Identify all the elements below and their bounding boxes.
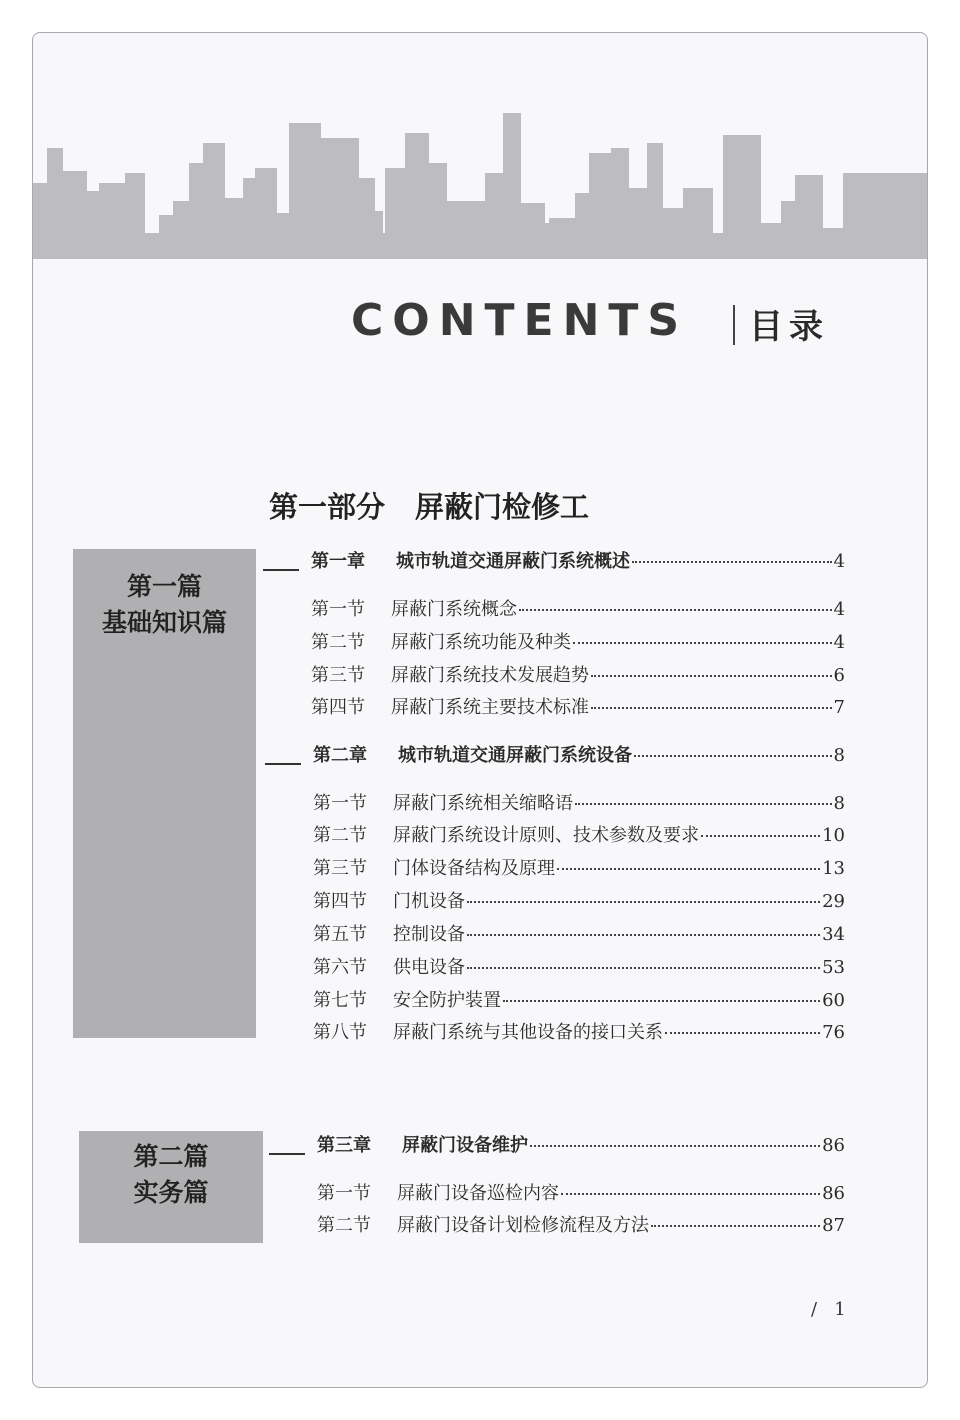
contents-heading: CONTENTS: [351, 295, 689, 346]
entry-page: 6: [833, 665, 845, 686]
leader-dots: [632, 561, 832, 563]
entry-title: 屏蔽门系统与其他设备的接口关系: [393, 1022, 663, 1043]
entry-number: 第一章: [311, 551, 365, 572]
page-number: 1: [834, 1299, 846, 1320]
leader-dots: [651, 1225, 820, 1227]
heading-divider: [733, 305, 735, 345]
leader-dots: [519, 609, 832, 611]
entry-title: 城市轨道交通屏蔽门系统设备: [398, 745, 632, 766]
leader-dots: [665, 1032, 820, 1034]
entry-number: 第八节: [313, 1022, 367, 1043]
volume-1-box: [73, 549, 256, 1038]
volume-title: 实务篇: [133, 1178, 209, 1207]
section-entry[interactable]: [313, 854, 845, 880]
entry-number: 第三章: [317, 1135, 371, 1156]
entry-title: 屏蔽门系统概念: [391, 599, 517, 620]
entry-number: 第六节: [313, 957, 367, 978]
entry-page: 53: [822, 957, 845, 978]
entry-title: 门机设备: [393, 891, 465, 912]
leader-dots: [575, 803, 832, 805]
entry-page: 4: [833, 599, 845, 620]
entry-page: 13: [822, 858, 845, 879]
entry-title: 屏蔽门系统相关缩略语: [393, 793, 573, 814]
entry-page: 60: [822, 990, 845, 1011]
volume-number: 第一篇: [126, 572, 202, 601]
part-number: 第一部分: [269, 490, 386, 524]
part-name: 屏蔽门检修工: [415, 490, 590, 524]
leader-dots: [467, 901, 820, 903]
chapter-entry[interactable]: [311, 547, 845, 573]
volume-number: 第二篇: [133, 1142, 209, 1171]
entry-number: 第二章: [313, 745, 367, 766]
part-title: [269, 485, 589, 526]
leader-dots: [701, 835, 820, 837]
entry-number: 第二节: [313, 825, 367, 846]
entry-page: 4: [833, 551, 845, 572]
entry-number: 第四节: [313, 891, 367, 912]
leader-dots: [503, 1000, 820, 1002]
entry-page: 86: [822, 1183, 845, 1204]
entry-page: 76: [822, 1022, 845, 1043]
leader-dots: [557, 868, 820, 870]
toc-page: [32, 32, 928, 1388]
section-entry[interactable]: [313, 986, 845, 1012]
chapter-entry[interactable]: [317, 1131, 845, 1157]
entry-page: 34: [822, 924, 845, 945]
entry-title: 屏蔽门系统技术发展趋势: [391, 665, 589, 686]
section-entry[interactable]: [313, 1018, 845, 1044]
section-entry[interactable]: [313, 821, 845, 847]
entry-number: 第二节: [311, 632, 365, 653]
entry-number: 第七节: [313, 990, 367, 1011]
entry-page: 8: [833, 745, 845, 766]
entry-number: 第五节: [313, 924, 367, 945]
entry-number: 第二节: [317, 1215, 371, 1236]
entry-page: 29: [822, 891, 845, 912]
entry-number: 第三节: [311, 665, 365, 686]
entry-page: 86: [822, 1135, 845, 1156]
section-entry[interactable]: [317, 1179, 845, 1205]
entry-title: 供电设备: [393, 957, 465, 978]
city-skyline-illustration: [33, 33, 927, 273]
section-entry[interactable]: [311, 628, 845, 654]
volume-2-box: [79, 1131, 263, 1243]
leader-dots: [591, 675, 832, 677]
section-entry[interactable]: [311, 661, 845, 687]
section-entry[interactable]: [313, 920, 845, 946]
leader-dots: [634, 755, 832, 757]
mulu-heading: 目录: [749, 307, 829, 347]
leader-dots: [530, 1145, 820, 1147]
section-entry[interactable]: [311, 693, 845, 719]
entry-page: 4: [833, 632, 845, 653]
entry-number: 第四节: [311, 697, 365, 718]
volume-title: 基础知识篇: [101, 608, 227, 637]
entry-page: 87: [822, 1215, 845, 1236]
section-entry[interactable]: [317, 1211, 845, 1237]
leader-dots: [467, 934, 820, 936]
entry-title: 屏蔽门系统设计原则、技术参数及要求: [393, 825, 699, 846]
entry-title: 屏蔽门系统功能及种类: [391, 632, 571, 653]
leader-dots: [591, 707, 832, 709]
leader-dots: [467, 967, 820, 969]
section-entry[interactable]: [311, 595, 845, 621]
entry-title: 安全防护装置: [393, 990, 501, 1011]
entry-number: 第一节: [313, 793, 367, 814]
entry-page: 7: [833, 697, 845, 718]
entry-title: 屏蔽门设备计划检修流程及方法: [397, 1215, 649, 1236]
section-entry[interactable]: [313, 953, 845, 979]
entry-title: 门体设备结构及原理: [393, 858, 555, 879]
section-entry[interactable]: [313, 789, 845, 815]
entry-title: 屏蔽门系统主要技术标准: [391, 697, 589, 718]
page-footer: / 1: [811, 1299, 846, 1320]
entry-number: 第三节: [313, 858, 367, 879]
chapter-entry[interactable]: [313, 741, 845, 767]
section-entry[interactable]: [313, 887, 845, 913]
chapter-dash: [265, 763, 301, 765]
chapter-dash: [263, 569, 299, 571]
chapter-dash: [269, 1153, 305, 1155]
entry-number: 第一节: [311, 599, 365, 620]
entry-title: 城市轨道交通屏蔽门系统概述: [396, 551, 630, 572]
entry-title: 屏蔽门设备巡检内容: [397, 1183, 559, 1204]
entry-title: 屏蔽门设备维护: [402, 1135, 528, 1156]
leader-dots: [561, 1193, 820, 1195]
entry-number: 第一节: [317, 1183, 371, 1204]
entry-page: 10: [822, 825, 845, 846]
leader-dots: [573, 642, 832, 644]
entry-title: 控制设备: [393, 924, 465, 945]
entry-page: 8: [833, 793, 845, 814]
